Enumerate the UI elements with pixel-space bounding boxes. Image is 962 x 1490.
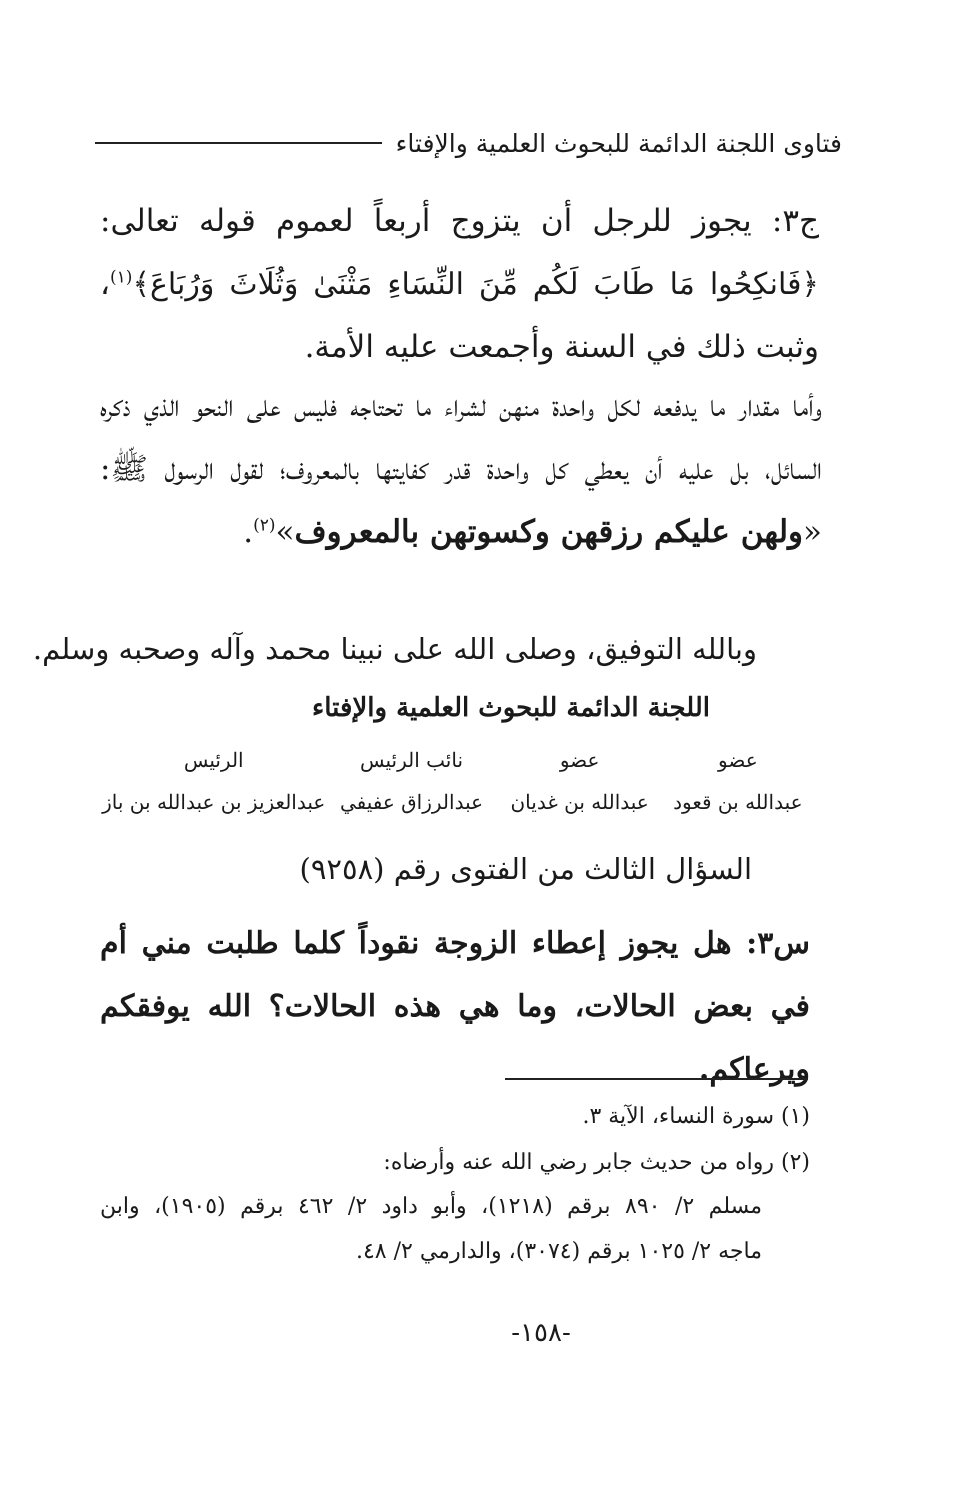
footnote-2-cont-2: ماجه ٢/ ١٠٢٥ برقم (٣٠٧٤)، والدارمي ٢/ ٤٨.: [355, 1239, 762, 1264]
role-president: الرئيس: [183, 748, 244, 772]
footnote-1: (١) سورة النساء، الآية ٣.: [582, 1104, 810, 1129]
quran-verse: ﴿فَانكِحُوا مَا طَابَ لَكُم مِّنَ النِّسَاءِ مَثْنَىٰ وَثُلَاثَ وَرُبَاعَ﴾: [132, 267, 819, 302]
paragraph-text: وأما مقدار ما يدفعه لكل واحدة منهن لشراء ما تحتاجه فليس على النحو الذي ذكره السائل، بل عليه أن يعطي كل واحدة قدر كفايتها بالمعروف؛ لقول الرسول ﷺ: «: [100, 388, 822, 550]
answer-line1: ج٣: يجوز للرجل أن يتزوج أربعاً لعموم قوله تعالى:: [100, 203, 819, 239]
answer-line3: السنة وأجمعت عليه الأمة.: [304, 329, 636, 365]
answer-line2-rest: ، وثبت ذلك في: [100, 266, 819, 365]
running-header: [95, 118, 842, 168]
footnote-2-cont-1: مسلم ٢/ ٨٩٠ برقم (١٢١٨)، وأبو داود ٢/ ٤٦٢ برقم (١٩٠٥)، وابن: [100, 1194, 763, 1219]
role-member-1: عضو: [718, 748, 758, 772]
name-1: عبدالله بن قعود: [673, 790, 803, 814]
footnote-separator: [505, 1078, 808, 1080]
role-vice-president: نائب الرئيس: [360, 748, 464, 772]
second-paragraph: [100, 375, 822, 564]
closing-line: وبالله التوفيق، وصلى الله على نبينا محمد وآله وصحبه وسلم.: [32, 632, 757, 666]
name-3: عبدالرزاق عفيفي: [339, 790, 484, 814]
answer-paragraph: [100, 190, 819, 379]
footnote-ref-2: (٢): [253, 515, 276, 536]
question-text: س٣: هل يجوز إعطاء الزوجة نقوداً كلما طلبت مني أم في بعض الحالات، وما هي هذه الحالات؟ الله يوفقكم ويرعاكم.: [100, 926, 810, 1087]
name-4: عبدالعزيز بن عبدالله بن باز: [102, 790, 326, 814]
footnote-2: (٢) رواه من حديث جابر رضي الله عنه وأرضاه:: [383, 1150, 810, 1175]
name-2: عبدالله بن غديان: [510, 790, 649, 814]
quote-close: »: [275, 514, 295, 550]
header-title: فتاوى اللجنة الدائمة للبحوث العلمية والإفتاء: [395, 128, 842, 158]
footnote-ref-1: (١): [110, 267, 133, 288]
page-number: -١٥٨-: [511, 1318, 571, 1348]
hadith-quote: ولهن عليكم رزقهن وكسوتهن بالمعروف: [294, 514, 804, 550]
header-rule: [95, 142, 382, 144]
fatwa-question-number: السؤال الثالث من الفتوى رقم (٩٢٥٨): [299, 852, 752, 886]
period: .: [243, 514, 254, 550]
role-member-2: عضو: [559, 748, 600, 772]
signatory-roles: [100, 748, 812, 772]
committee-title: اللجنة الدائمة للبحوث العلمية والإفتاء: [312, 693, 710, 723]
signatory-names: [100, 790, 812, 814]
